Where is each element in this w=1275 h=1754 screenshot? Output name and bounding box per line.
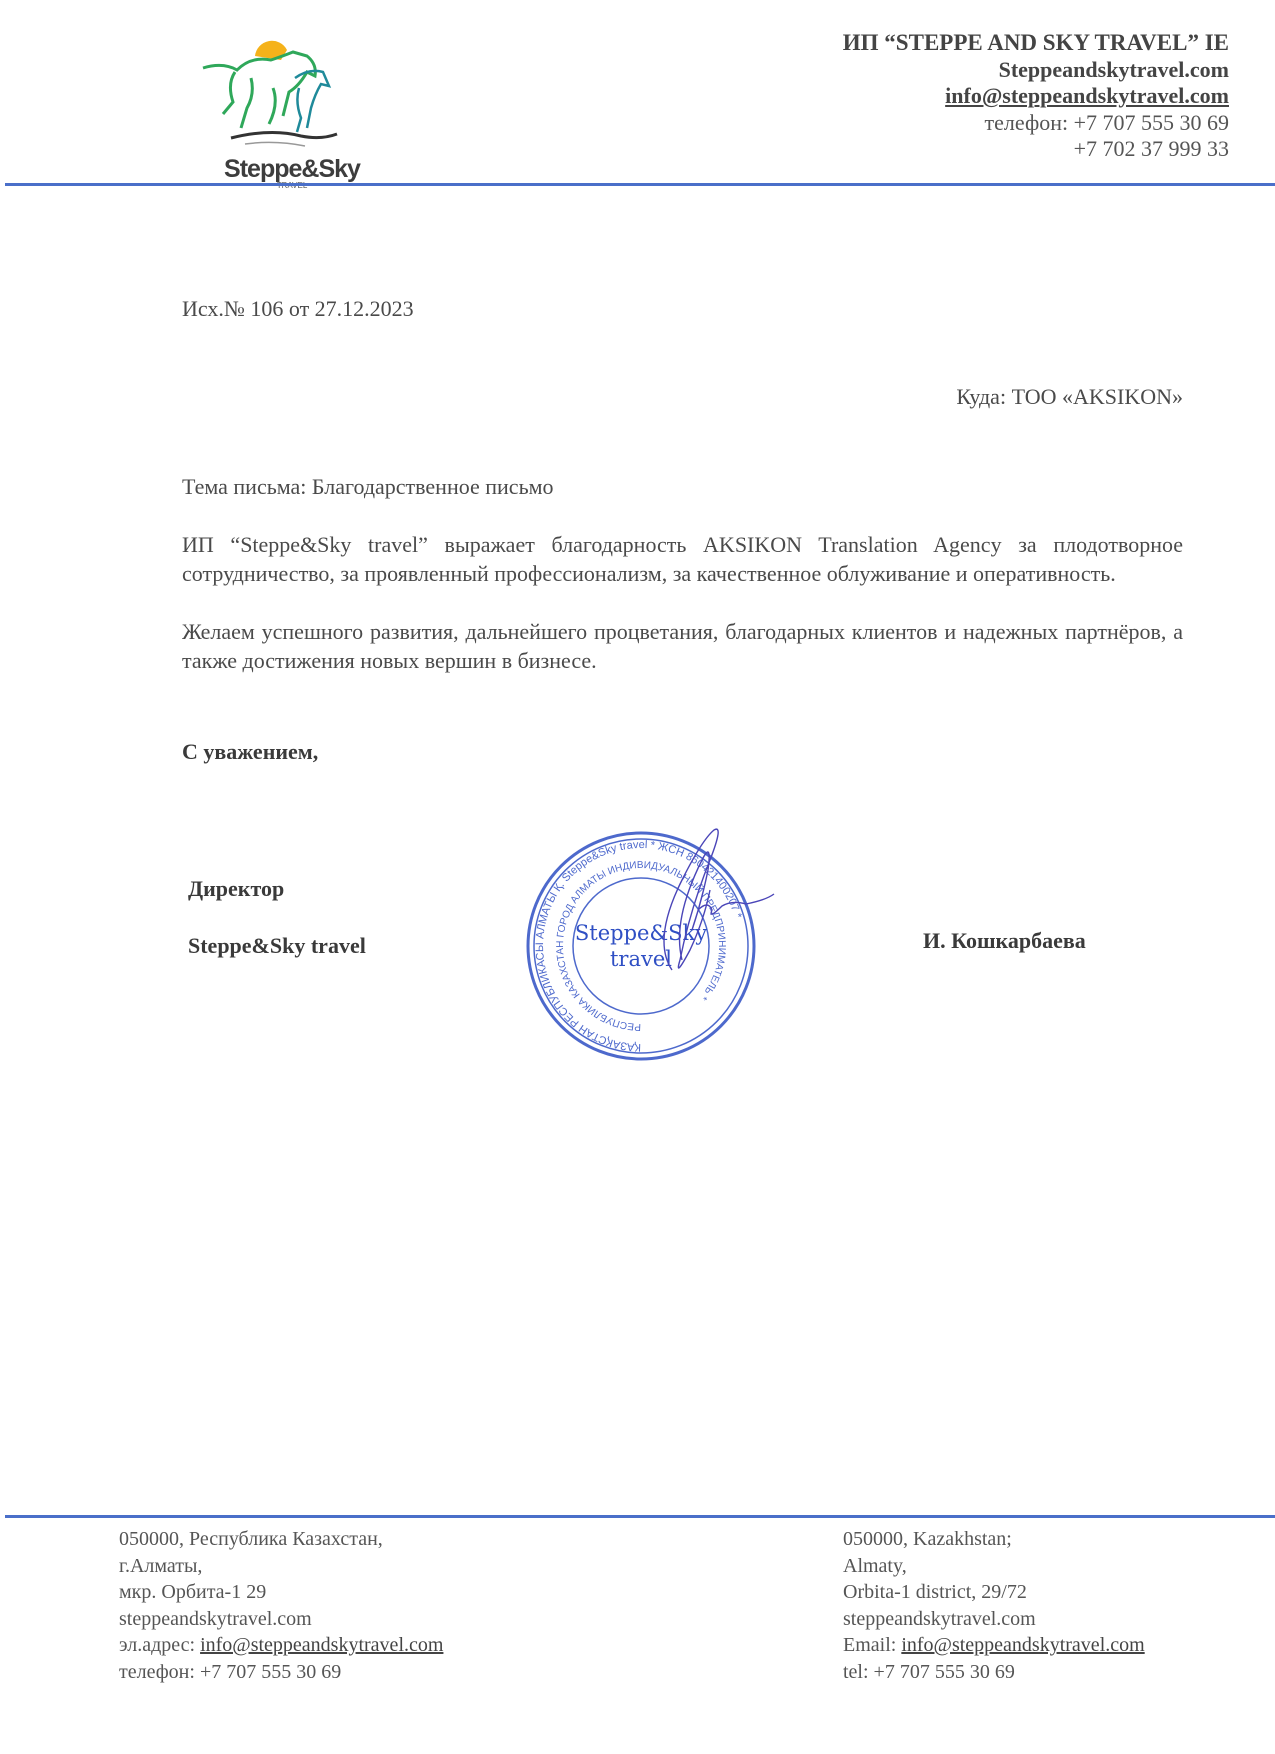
footer-address-en: 050000, Kazakhstan; Almaty, Orbita-1 district, 29/72 steppeandskytravel.com Email: info@steppeandskytravel.com tel: +7 707 555 30 69 [843,1528,1145,1683]
company-phone-2: +7 702 37 999 33 [1073,136,1229,161]
company-stamp [522,810,822,1070]
signer-organization: Steppe&Sky travel [188,933,366,958]
header-divider [5,183,1275,186]
paragraph-2: Желаем успешного развития, дальнейшего процветания, благодарных клиентов и надежных партнёров, а также достижения новых вершин в бизнесе. [182,619,1183,673]
footer-email-link-en[interactable]: info@steppeandskytravel.com [901,1634,1145,1656]
closing: С уважением, [182,739,319,764]
svg-text:РЕСПУБЛИКА КАЗАХСТАН ГОРОД АЛМ: РЕСПУБЛИКА КАЗАХСТАН ГОРОД АЛМАТЫ ИНДИВИДУАЛЬНЫЙ ПРЕДПРИНИМАТЕЛЬ * [554,859,728,1033]
recipient: Куда: ТОО «AKSIKON» [956,384,1183,409]
stamp-center-line-1: Steppe&Sky [574,921,708,945]
stamp-seal-icon [522,810,822,1070]
footer-email-link-ru[interactable]: info@steppeandskytravel.com [200,1634,444,1656]
svg-text:ҚАЗАҚСТАН РЕСПУБЛИКАСЫ АЛМАТЫ: ҚАЗАҚСТАН РЕСПУБЛИКАСЫ АЛМАТЫ Қ. Steppe&Sky travel * ЖСН 860421400207 * [534,838,744,1054]
signer-name: И. Кошкарбаева [923,928,1086,953]
signer-position: Директор [188,876,285,901]
stamp-center-line-2: travel [609,947,673,971]
subject-line: Тема письма: Благодарственное письмо [182,474,554,499]
company-phone-1: телефон: +7 707 555 30 69 [984,109,1229,135]
letterhead-contacts [843,30,1229,163]
company-name: ИП “STEPPE AND SKY TRAVEL” IE [842,30,1229,55]
company-logo [195,28,380,188]
logo-wordmark: Steppe&Sky [224,155,360,183]
footer-divider [5,1515,1275,1518]
footer-address-ru: 050000, Республика Казахстан, г.Алматы, мкр. Орбита-1 29 steppeandskytravel.com эл.адрес: info@steppeandskytravel.com телефон: +7 707 555 30 69 [119,1528,444,1683]
company-website: Steppeandskytravel.com [998,56,1229,82]
reference-number: Исх.№ 106 от 27.12.2023 [182,296,414,321]
company-email-link[interactable]: info@steppeandskytravel.com [945,83,1229,108]
horses-logo-icon [195,28,380,188]
paragraph-1: ИП “Steppe&Sky travel” выражает благодарность AKSIKON Translation Agency за плодотворное сотрудничество, за проявленный профессионализм, за качественное облуживание и оперативность. [182,532,1183,586]
